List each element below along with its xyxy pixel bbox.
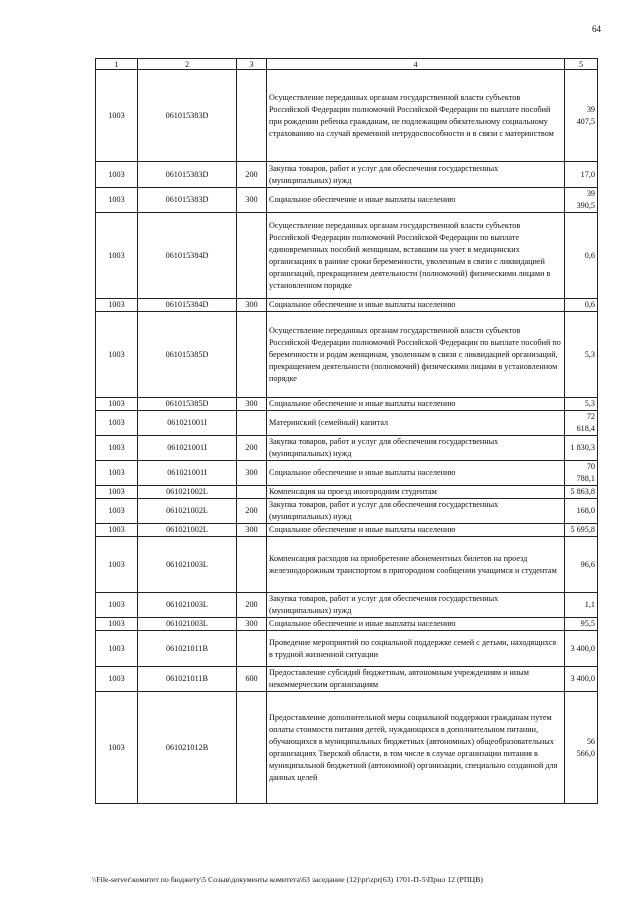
type-cell: 300: [237, 618, 267, 631]
table-row: [96, 162, 598, 188]
name-cell: Компенсация расходов на приобретение абонементных билетов на проезд железнодорожным транспортом в пригородном сообщении учащимся и студентам: [267, 537, 565, 593]
type-cell: [237, 631, 267, 667]
code-cell: 061015385D: [138, 312, 237, 398]
amount-cell: 72 618,4: [565, 411, 598, 436]
header-col-1: 1: [96, 59, 138, 70]
amount-cell: 17,0: [565, 162, 598, 188]
budget-table: [95, 58, 598, 804]
page-number: 64: [592, 24, 601, 34]
table-row: [96, 486, 598, 499]
section-cell: 1003: [96, 461, 138, 486]
type-cell: [237, 537, 267, 593]
table-row: [96, 398, 598, 411]
section-cell: 1003: [96, 524, 138, 537]
type-cell: 200: [237, 436, 267, 461]
amount-cell: 70 788,1: [565, 461, 598, 486]
section-cell: 1003: [96, 299, 138, 312]
table-row: [96, 188, 598, 213]
amount-cell: 5,3: [565, 398, 598, 411]
code-cell: 061015385D: [138, 398, 237, 411]
code-cell: 061015383D: [138, 188, 237, 213]
name-cell: Предоставление дополнительной меры социальной поддержки гражданам путем оплаты стоимости питания детей, нуждающихся в дополнительном питании, обучающихся в муниципальных бюджетных (автономных) общеобразовательных организациях Тверской области, в том числе в случае организации питания в муниципальной бюджетной (автономной) организации, специально созданной для данных целей: [267, 692, 565, 804]
name-cell: Социальное обеспечение и иные выплаты населению: [267, 618, 565, 631]
code-cell: 061021001I: [138, 411, 237, 436]
section-cell: 1003: [96, 70, 138, 162]
amount-cell: 3 400,0: [565, 667, 598, 692]
code-cell: 061021001I: [138, 436, 237, 461]
table-row: [96, 692, 598, 804]
type-cell: 300: [237, 188, 267, 213]
code-cell: 061021003L: [138, 618, 237, 631]
table-row: [96, 70, 598, 162]
type-cell: [237, 312, 267, 398]
type-cell: 600: [237, 667, 267, 692]
table-row: [96, 461, 598, 486]
header-row: [96, 59, 598, 70]
name-cell: Осуществление переданных органам государственной власти субъектов Российской Федерации полномочий Российской Федерации по выплате пособий по беременности и родам женщинам, уволенным в связи с ликвидацией организаций, прекращением деятельности (полномочий) физическими лицами в установленном порядке: [267, 312, 565, 398]
table-row: [96, 436, 598, 461]
table-row: [96, 537, 598, 593]
table-row: [96, 593, 598, 618]
amount-cell: 1 830,3: [565, 436, 598, 461]
header-col-5: 5: [565, 59, 598, 70]
code-cell: 061021002L: [138, 486, 237, 499]
type-cell: [237, 411, 267, 436]
code-cell: 061015384D: [138, 213, 237, 299]
table-row: [96, 524, 598, 537]
name-cell: Закупка товаров, работ и услуг для обеспечения государственных (муниципальных) нужд: [267, 436, 565, 461]
type-cell: [237, 692, 267, 804]
amount-cell: 3 400,0: [565, 631, 598, 667]
name-cell: Компенсация на проезд иногородним студентам: [267, 486, 565, 499]
section-cell: 1003: [96, 692, 138, 804]
table-row: [96, 618, 598, 631]
section-cell: 1003: [96, 411, 138, 436]
name-cell: Предоставление субсидий бюджетным, автономным учреждениям и иным некоммерческим организациям: [267, 667, 565, 692]
name-cell: Социальное обеспечение и иные выплаты населению: [267, 188, 565, 213]
type-cell: 300: [237, 398, 267, 411]
type-cell: [237, 70, 267, 162]
name-cell: Осуществление переданных органам государственной власти субъектов Российской Федерации полномочий Российской Федерации по выплате пособий при рождении ребенка гражданам, не подлежащим обязательному социальному страхованию на случай временной нетрудоспособности и в связи с материнством: [267, 70, 565, 162]
type-cell: [237, 486, 267, 499]
name-cell: Осуществление переданных органам государственной власти субъектов Российской Федерации полномочий Российской Федерации по выплате единовременных пособий женщинам, вставшим на учет в медицинских организациях в ранние сроки беременности, уволенным в связи с ликвидацией организаций, прекращением деятельности (полномочий) физическими лицами в установленном порядке: [267, 213, 565, 299]
amount-cell: 56 566,0: [565, 692, 598, 804]
section-cell: 1003: [96, 499, 138, 524]
code-cell: 061021003L: [138, 593, 237, 618]
name-cell: Закупка товаров, работ и услуг для обеспечения государственных (муниципальных) нужд: [267, 162, 565, 188]
code-cell: 061015384D: [138, 299, 237, 312]
amount-cell: 0,6: [565, 299, 598, 312]
type-cell: 300: [237, 461, 267, 486]
amount-cell: 39 390,5: [565, 188, 598, 213]
section-cell: 1003: [96, 312, 138, 398]
name-cell: Закупка товаров, работ и услуг для обеспечения государственных (муниципальных) нужд: [267, 499, 565, 524]
amount-cell: 5 695,8: [565, 524, 598, 537]
table-row: [96, 299, 598, 312]
name-cell: Социальное обеспечение и иные выплаты населению: [267, 524, 565, 537]
amount-cell: 39 407,5: [565, 70, 598, 162]
table-row: [96, 213, 598, 299]
amount-cell: 96,6: [565, 537, 598, 593]
section-cell: 1003: [96, 188, 138, 213]
amount-cell: 5 863,8: [565, 486, 598, 499]
code-cell: 061015383D: [138, 162, 237, 188]
code-cell: 061021002L: [138, 524, 237, 537]
code-cell: 061021011B: [138, 631, 237, 667]
header-col-4: 4: [267, 59, 565, 70]
type-cell: 200: [237, 162, 267, 188]
code-cell: 061021012B: [138, 692, 237, 804]
amount-cell: 1,1: [565, 593, 598, 618]
type-cell: 200: [237, 499, 267, 524]
section-cell: 1003: [96, 618, 138, 631]
table-row: [96, 312, 598, 398]
code-cell: 061015383D: [138, 70, 237, 162]
section-cell: 1003: [96, 162, 138, 188]
name-cell: Проведение мероприятий по социальной поддержке семей с детьми, находящихся в трудной жизненной ситуации: [267, 631, 565, 667]
type-cell: [237, 213, 267, 299]
table-row: [96, 667, 598, 692]
name-cell: Социальное обеспечение и иные выплаты населению: [267, 398, 565, 411]
code-cell: 061021011B: [138, 667, 237, 692]
name-cell: Социальное обеспечение и иные выплаты населению: [267, 299, 565, 312]
section-cell: 1003: [96, 631, 138, 667]
amount-cell: 5,3: [565, 312, 598, 398]
code-cell: 061021003L: [138, 537, 237, 593]
code-cell: 061021002L: [138, 499, 237, 524]
code-cell: 061021001I: [138, 461, 237, 486]
amount-cell: 168,0: [565, 499, 598, 524]
table-row: [96, 411, 598, 436]
table-row: [96, 499, 598, 524]
section-cell: 1003: [96, 667, 138, 692]
type-cell: 200: [237, 593, 267, 618]
amount-cell: 95,5: [565, 618, 598, 631]
type-cell: 300: [237, 299, 267, 312]
amount-cell: 0,6: [565, 213, 598, 299]
type-cell: 300: [237, 524, 267, 537]
section-cell: 1003: [96, 593, 138, 618]
header-col-3: 3: [237, 59, 267, 70]
footer-file-path: \\File-server\комитет по бюджету\5 Созыв\документы комитета\63 заседание (12)\pr\zpr(63) 1701-П-5\Прил 12 (РПЦВ): [92, 875, 483, 884]
section-cell: 1003: [96, 486, 138, 499]
section-cell: 1003: [96, 213, 138, 299]
table-body: [96, 70, 598, 804]
section-cell: 1003: [96, 398, 138, 411]
table-row: [96, 631, 598, 667]
name-cell: Материнский (семейный) капитал: [267, 411, 565, 436]
section-cell: 1003: [96, 537, 138, 593]
section-cell: 1003: [96, 436, 138, 461]
header-col-2: 2: [138, 59, 237, 70]
name-cell: Социальное обеспечение и иные выплаты населению: [267, 461, 565, 486]
name-cell: Закупка товаров, работ и услуг для обеспечения государственных (муниципальных) нужд: [267, 593, 565, 618]
